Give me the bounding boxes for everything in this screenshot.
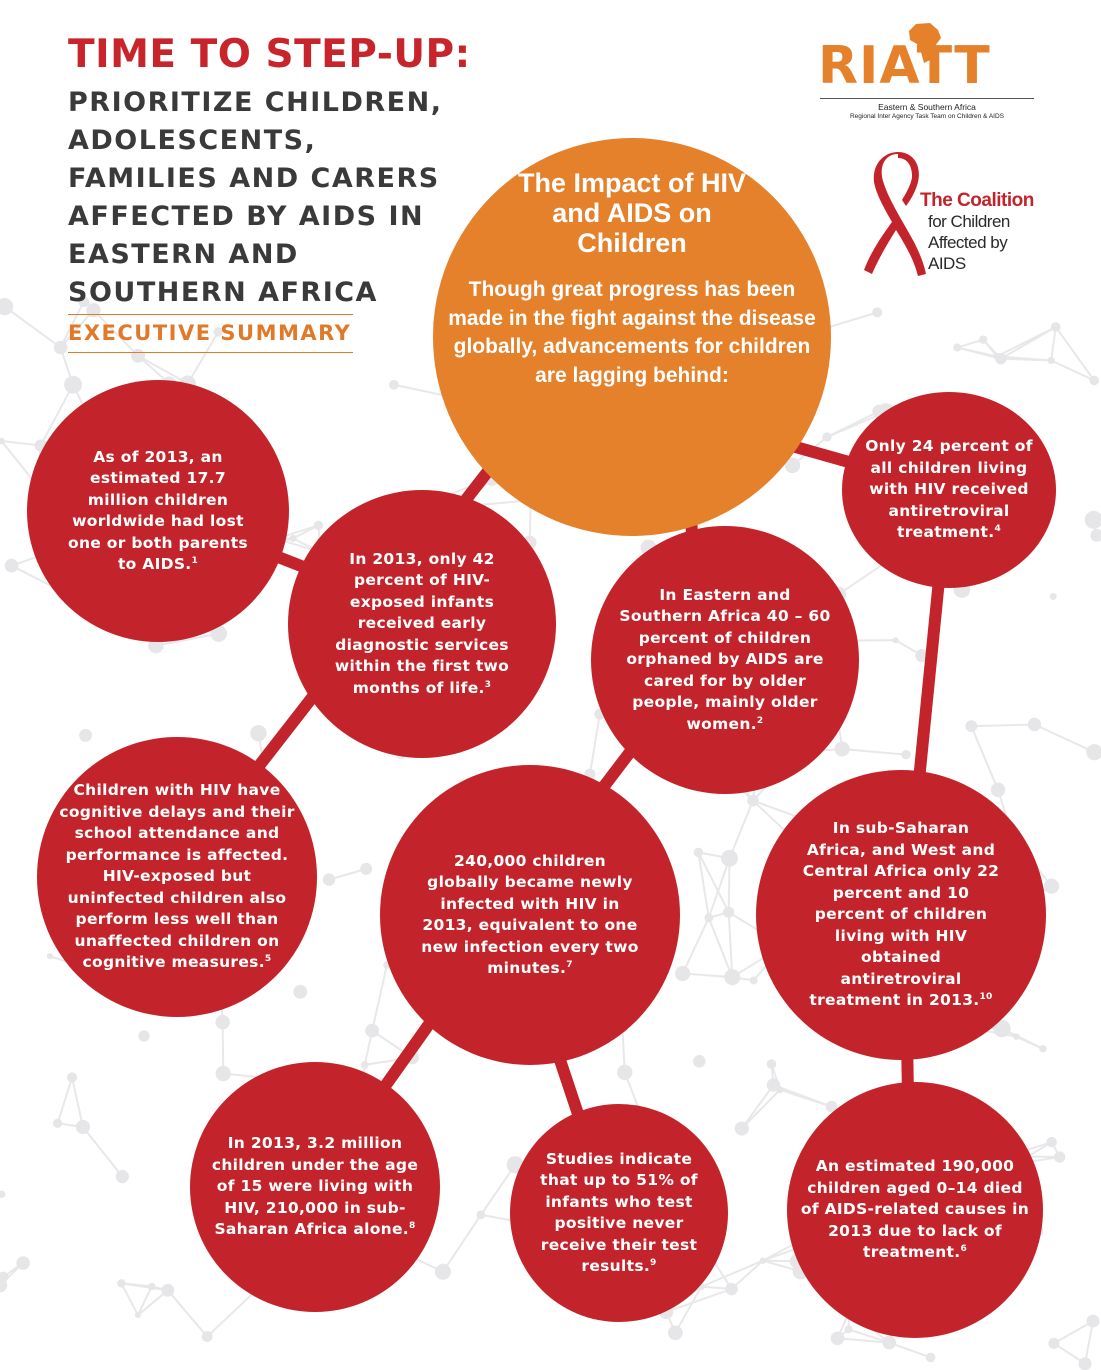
fact-text [57, 780, 297, 974]
fact-body: Children with HIV have cognitive delays and their school attendance and performance is affected. HIV-exposed but uninfected children also perform less well than unaffected children on cognitive measures. [59, 781, 295, 972]
fact-body: Studies indicate that up to 51% of infants who test positive never receive their test results. [540, 1149, 698, 1275]
fact-text [801, 818, 1001, 1012]
fact-body: In 2013, only 42 percent of HIV-exposed infants received early diagnostic services within the first two months of life. [334, 549, 510, 697]
riatt-full-name: Regional Inter Agency Task Team on Children & AIDS [849, 113, 1005, 120]
page-title: TIME TO STEP-UP: [68, 32, 471, 77]
fact-circle-new-infections [380, 765, 680, 1065]
fact-text [420, 851, 640, 980]
riatt-divider [820, 98, 1034, 99]
fact-body: In Eastern and Southern Africa 40 – 60 percent of children orphaned by AIDS are cared for by older people, mainly older women. [619, 585, 831, 733]
hub-circle [433, 138, 831, 536]
fact-body: In sub-Saharan Africa, and West and Central Africa only 22 percent and 10 percent of children living with HIV obtained antiretroviral treatment in 2013. [802, 819, 1000, 1010]
fact-circle-art-24 [842, 392, 1056, 588]
fact-body: In 2013, 3.2 million children under the age of 15 were living with HIV, 210,000 in sub-Saharan Africa alone. [211, 1134, 419, 1239]
riatt-logo [812, 18, 1042, 128]
fact-circle-deaths [787, 1082, 1043, 1338]
page-subtitle: PRIORITIZE CHILDREN, ADOLESCENTS, FAMILIES AND CARERS AFFECTED BY AIDS IN EASTERN AND SOUTHERN AFRICA [68, 87, 443, 308]
footnote-ref: 2 [756, 715, 764, 726]
hub-body-text: Though great progress has been made in the fight against the disease globally, advancements for children are lagging behind: [448, 278, 816, 387]
footnote-ref: 9 [650, 1257, 657, 1268]
fact-text [619, 585, 831, 736]
riatt-subtitle: Eastern & Southern Africa [878, 102, 976, 112]
footnote-ref: 6 [960, 1244, 967, 1255]
footnote-ref: 4 [994, 524, 1001, 535]
fact-text [864, 436, 1034, 544]
coalition-logo [862, 150, 1052, 280]
fact-circle-diagnosis [288, 490, 556, 758]
fact-circle-orphans [27, 380, 289, 642]
coalition-line-4: AIDS [928, 254, 966, 273]
fact-body: An estimated 190,000 children aged 0–14 died of AIDS-related causes in 2013 due to lack of treatment. [800, 1157, 1030, 1262]
fact-text [529, 1149, 709, 1278]
footnote-ref: 7 [566, 959, 573, 970]
coalition-name [920, 190, 1050, 274]
coalition-line-3: Affected by [928, 233, 1008, 252]
footnote-ref: 10 [979, 992, 993, 1003]
fact-body: As of 2013, an estimated 17.7 million children worldwide had lost one or both parents to AIDS. [68, 447, 248, 573]
fact-body: Only 24 percent of all children living with HIV received antiretroviral treatment. [865, 437, 1033, 542]
fact-text [210, 1133, 420, 1241]
coalition-line-1: The Coalition [920, 190, 1034, 211]
coalition-line-2: for Children [928, 212, 1010, 231]
hub-title [433, 168, 831, 258]
footnote-ref: 8 [409, 1221, 416, 1232]
hub-text [433, 276, 831, 390]
footnote-ref: 3 [484, 679, 492, 690]
fact-text [800, 1156, 1030, 1264]
riatt-wordmark: RIATT [818, 36, 991, 96]
fact-circle-living-with-hiv [190, 1062, 440, 1312]
fact-circle-cognitive [37, 737, 317, 1017]
fact-text [58, 447, 258, 576]
fact-body: 240,000 children globally became newly infected with HIV in 2013, equivalent to one new infection every two minutes. [421, 851, 639, 977]
section-label: EXECUTIVE SUMMARY [68, 314, 353, 353]
footnote-ref: 1 [191, 555, 199, 566]
footnote-ref: 5 [264, 954, 272, 965]
hub-title-text: The Impact of HIV and AIDS on Children [517, 168, 747, 258]
fact-text [322, 549, 522, 700]
fact-circle-test-results [510, 1104, 728, 1322]
fact-circle-regional-art [756, 770, 1046, 1060]
fact-circle-older-carers [591, 526, 859, 794]
